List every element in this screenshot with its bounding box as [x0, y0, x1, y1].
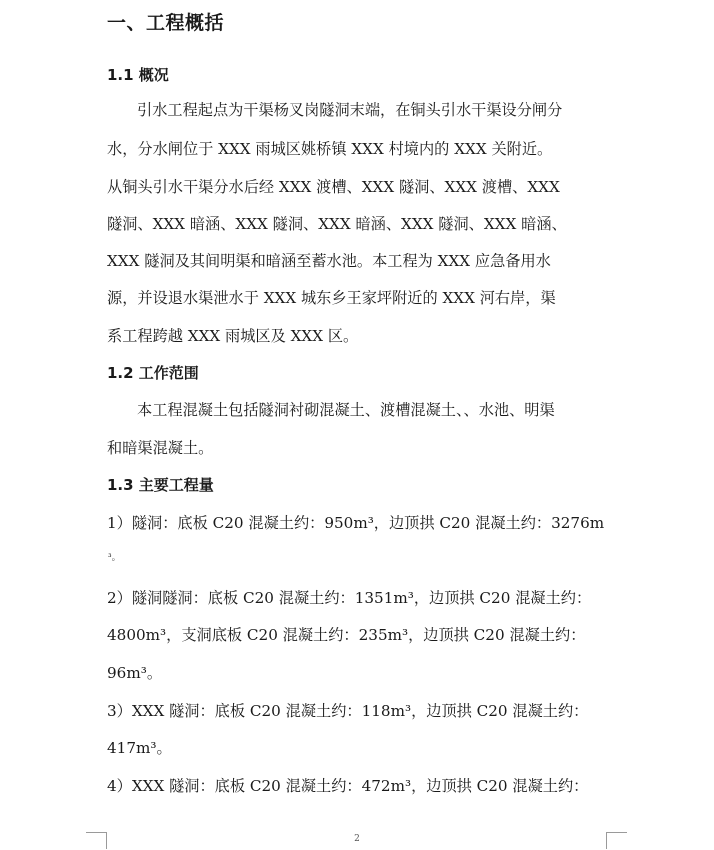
paragraph-line: 水，分水闸位于 XXX 雨城区姚桥镇 XXX 村境内的 XXX 关附近。: [107, 140, 553, 158]
quantity-item-4: 4）XXX 隧洞：底板 C20 混凝土约：472m³，边顶拱 C20 混凝土约：: [107, 777, 589, 795]
section-title-1-3: 1.3 主要工程量: [107, 476, 214, 494]
quantity-item-3-line2: 417m³。: [107, 739, 172, 757]
paragraph-line: 系工程跨越 XXX 雨城区及 XXX 区。: [107, 327, 359, 345]
paragraph-line: 源，并设退水渠泄水于 XXX 城东乡王家坪附近的 XXX 河右岸，渠: [107, 289, 556, 307]
paragraph-line: 本工程混凝土包括隧洞衬砌混凝土、渡槽混凝土、、水池、明渠: [137, 401, 555, 419]
section-title-1-1: 1.1 概况: [107, 66, 169, 84]
quantity-item-1-wrap: ³。: [108, 553, 121, 563]
quantity-item-2-line3: 96m³。: [107, 664, 163, 682]
paragraph-line: 和暗渠混凝土。: [107, 439, 214, 457]
quantity-item-2-line2: 4800m³，支洞底板 C20 混凝土约：235m³，边顶拱 C20 混凝土约：: [107, 626, 586, 644]
chapter-heading: 一、工程概括: [107, 12, 225, 34]
margin-corner-mark-right: [606, 832, 627, 849]
paragraph-line: XXX 隧洞及其间明渠和暗涵至蓄水池。本工程为 XXX 应急备用水: [107, 252, 551, 270]
quantity-item-2: 2）隧洞隧洞：底板 C20 混凝土约：1351m³，边顶拱 C20 混凝土约：: [107, 589, 592, 607]
page-number: 2: [354, 834, 360, 844]
quantity-item-1: 1）隧洞：底板 C20 混凝土约：950m³，边顶拱 C20 混凝土约：3276m: [107, 514, 605, 532]
margin-corner-mark-left: [86, 832, 107, 849]
paragraph-line: 引水工程起点为干渠杨叉岗隧洞末端，在铜头引水干渠设分闸分: [137, 101, 563, 119]
quantity-item-3: 3）XXX 隧洞：底板 C20 混凝土约：118m³，边顶拱 C20 混凝土约：: [107, 702, 589, 720]
paragraph-line: 隧洞、XXX 暗涵、XXX 隧洞、XXX 暗涵、XXX 隧洞、XXX 暗涵、: [107, 215, 567, 233]
section-title-1-2: 1.2 工作范围: [107, 364, 199, 382]
paragraph-line: 从铜头引水干渠分水后经 XXX 渡槽、XXX 隧洞、XXX 渡槽、XXX: [107, 178, 560, 196]
